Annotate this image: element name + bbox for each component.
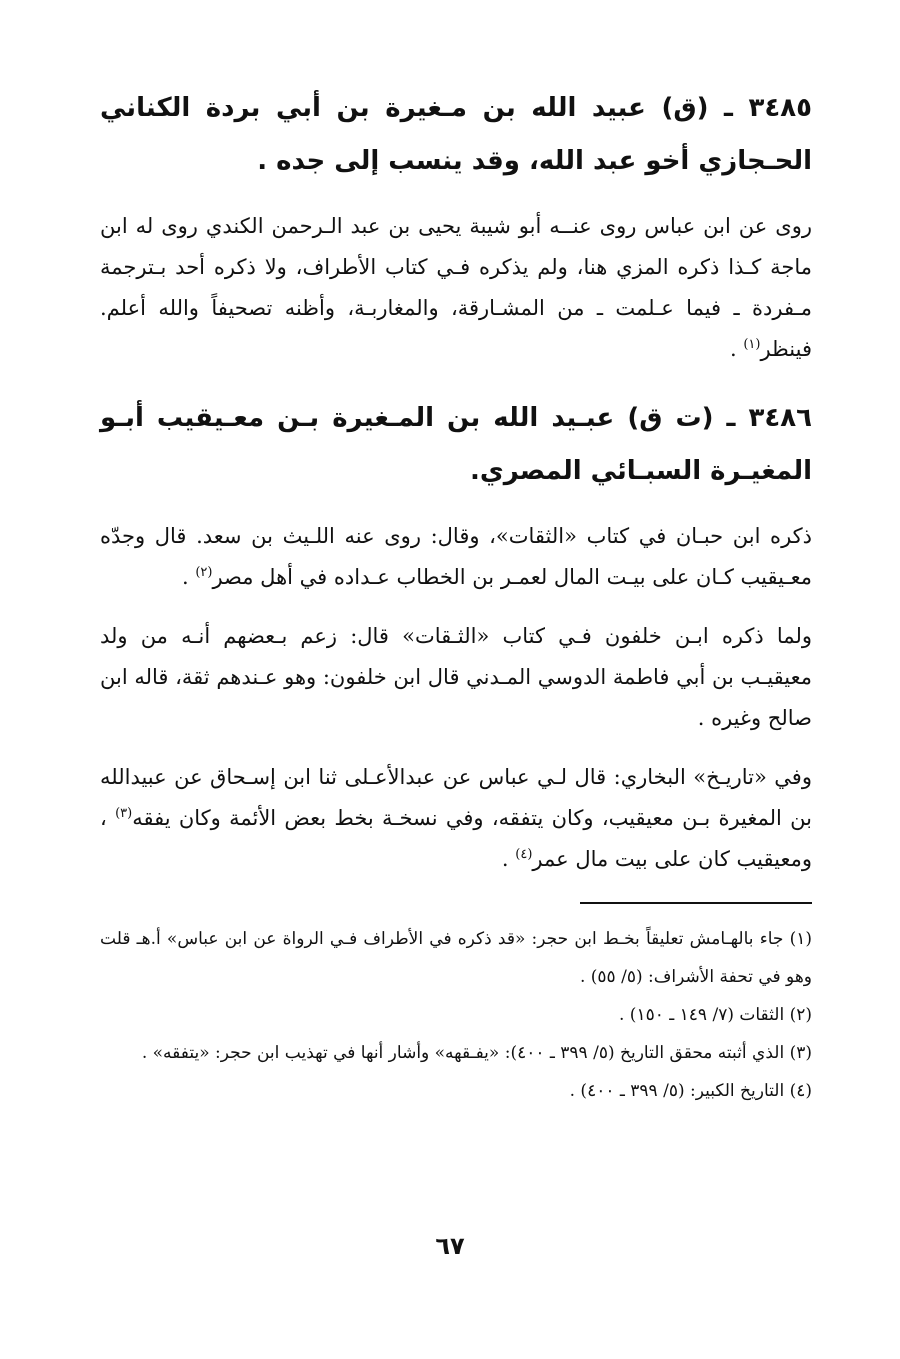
entry-3486-paragraph-2 xyxy=(100,616,812,739)
entry-3486-paragraph-3 xyxy=(100,757,812,880)
footnote-ref-1[interactable]: (١) xyxy=(743,337,761,352)
paragraph-tail: . xyxy=(729,337,744,361)
footnote-separator-wrap xyxy=(100,880,812,920)
paragraph-tail: . xyxy=(181,565,196,589)
entry-heading-3486: ٣٤٨٦ ـ (ت ق) عبـيد الله بن المـغيرة بـن معـيقيب أبـو المغيـرة السبـائي المصري. xyxy=(100,403,812,486)
footnote-ref-2[interactable]: (٢) xyxy=(195,565,213,580)
footnote-ref-4[interactable]: (٤) xyxy=(515,847,533,862)
paragraph-tail-2: . xyxy=(501,847,516,871)
footnote-ref-3[interactable]: (٣) xyxy=(115,806,133,821)
paragraph-text: ولما ذكره ابـن خلفون فـي كتاب «الثـقات» قال: زعم بـعضهم أنـه من ولد معيقيـب بن أبي فاطمة الدوسي المـدني قال ابن خلفون: وهو عـندهم ثقة، قاله ابن صالح وغيره . xyxy=(100,624,812,730)
footnote-separator xyxy=(580,902,812,904)
footnote-1: (١) جاء بالهـامش تعليقاً بخـط ابن حجر: «قد ذكره في الأطراف فـي الرواة عن ابن عباس» أ.هـ قلت وهو في تحفة الأشراف: (٥/ ٥٥) . xyxy=(100,929,812,987)
paragraph-text: وفي «تاريـخ» البخاري: قال لـي عباس عن عبدالأعـلى ثنا ابن إسـحاق عن عبيدالله بن المغيرة بـن معيقيب، وكان يتفقه، وفي نسخـة بخط بعض الأئمة وكان يفقه xyxy=(100,765,812,830)
entry-3485-paragraph xyxy=(100,206,812,370)
page-number: ٦٧ xyxy=(435,1232,465,1260)
footnote-4: (٤) التاريخ الكبير: (٥/ ٣٩٩ ـ ٤٠٠) . xyxy=(569,1081,812,1101)
footnote-3: (٣) الذي أثبته محقق التاريخ (٥/ ٣٩٩ ـ ٤٠٠): «يفـقهه» وأشار أنها في تهذيب ابن حجر: «يتفقه» . xyxy=(141,1043,812,1063)
entry-3486-paragraph-1 xyxy=(100,516,812,598)
paragraph-tail: ، ومعيقيب كان على بيت مال عمر xyxy=(100,806,812,871)
paragraph-text: ذكره ابن حبـان في كتاب «الثقات»، وقال: روى عنه اللـيث بن سعد. قال وجدّه معـيقيب كـان على بيـت المال لعمـر بن الخطاب عـداده في أهل مصر xyxy=(100,524,812,589)
entry-heading-3485: ٣٤٨٥ ـ (ق) عبيد الله بن مـغيرة بن أبي بردة الكناني الحـجازي أخو عبد الله، وقد ينسب إلى جده . xyxy=(100,93,812,176)
footnotes xyxy=(100,920,812,1110)
paragraph-text: روى عن ابن عباس روى عنــه أبو شيبة يحيى بن عبد الـرحمن الكندي روى له ابن ماجة كـذا ذكره المزي هنا، ولم يذكره فـي كتاب الأطراف، ولا ذكره أحد بـترجمة مـفردة ـ فيما عـلمت ـ من المشـارقة، والمغاربـة، وأظنه تصحيفاً والله أعلم. فينظر xyxy=(100,214,812,361)
footnote-2: (٢) الثقات (٧/ ١٤٩ ـ ١٥٠) . xyxy=(618,1005,812,1025)
page-body xyxy=(100,82,812,1110)
